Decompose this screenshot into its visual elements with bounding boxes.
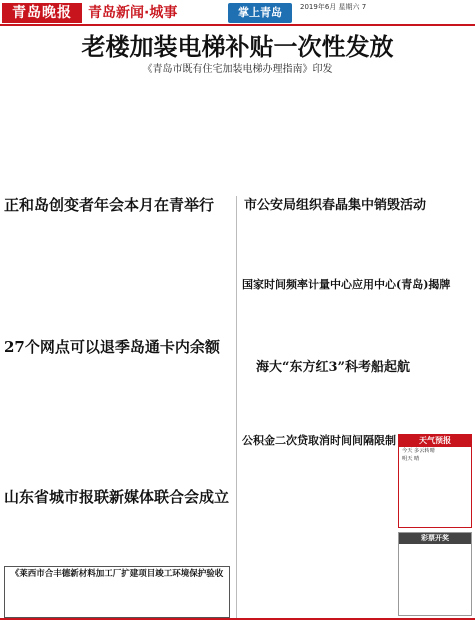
article-title-card-refund: 27个网点可以退季岛通卡内余额 (4, 338, 220, 356)
lottery-results (398, 532, 472, 616)
lead-subhead: 《青岛市既有住宅加装电梯办理指南》印发 (142, 64, 333, 75)
article-title-destruction: 市公安局组织春晶集中销毁活动 (244, 198, 427, 213)
public-notice-box (4, 566, 230, 618)
paper-logo: 青岛晚报 (2, 3, 82, 23)
lead-body (4, 80, 472, 192)
app-badge[interactable]: 掌上青岛 (228, 3, 292, 23)
article-body-time-center (242, 295, 472, 355)
masthead (0, 0, 475, 26)
article-title-media-union: 山东省城市报联新媒体联合会成立 (4, 488, 230, 506)
notice-text (8, 580, 226, 606)
article-body-media-union (4, 508, 230, 562)
date-info (300, 2, 472, 13)
article-body-research-ship (242, 379, 472, 429)
article-body-card-refund (4, 358, 230, 484)
weather-row: 今天 多云转晴 (402, 448, 435, 454)
section-title: 青岛新闻·城事 (88, 5, 178, 21)
lottery-title: 彩票开奖 (399, 533, 471, 544)
article-body-destruction (242, 217, 472, 273)
notice-title: 《莱西市合丰德新材料加工厂扩建项目竣工环境保护验收 (10, 569, 224, 579)
column-divider (236, 196, 237, 618)
lead-headline: 老楼加装电梯补贴一次性发放 (81, 32, 394, 61)
weather-title: 天气预报 (399, 435, 471, 447)
article-title-time-center: 国家时间频率计量中心应用中心(青岛)揭牌 (242, 278, 451, 291)
article-title-housing-fund: 公积金二次贷取消时间间隔限制 (242, 434, 396, 447)
article-body-annual-meeting (4, 216, 230, 334)
date-line: 2019年6月 星期六 7 (300, 3, 367, 11)
weather-forecast (398, 434, 472, 528)
weather-row: 明天 晴 (402, 456, 420, 463)
article-body-housing-fund (242, 466, 392, 600)
article-title-research-ship: 海大“东方红3”科考船起航 (256, 360, 411, 375)
article-title-annual-meeting: 正和岛创变者年会本月在青举行 (4, 196, 215, 214)
